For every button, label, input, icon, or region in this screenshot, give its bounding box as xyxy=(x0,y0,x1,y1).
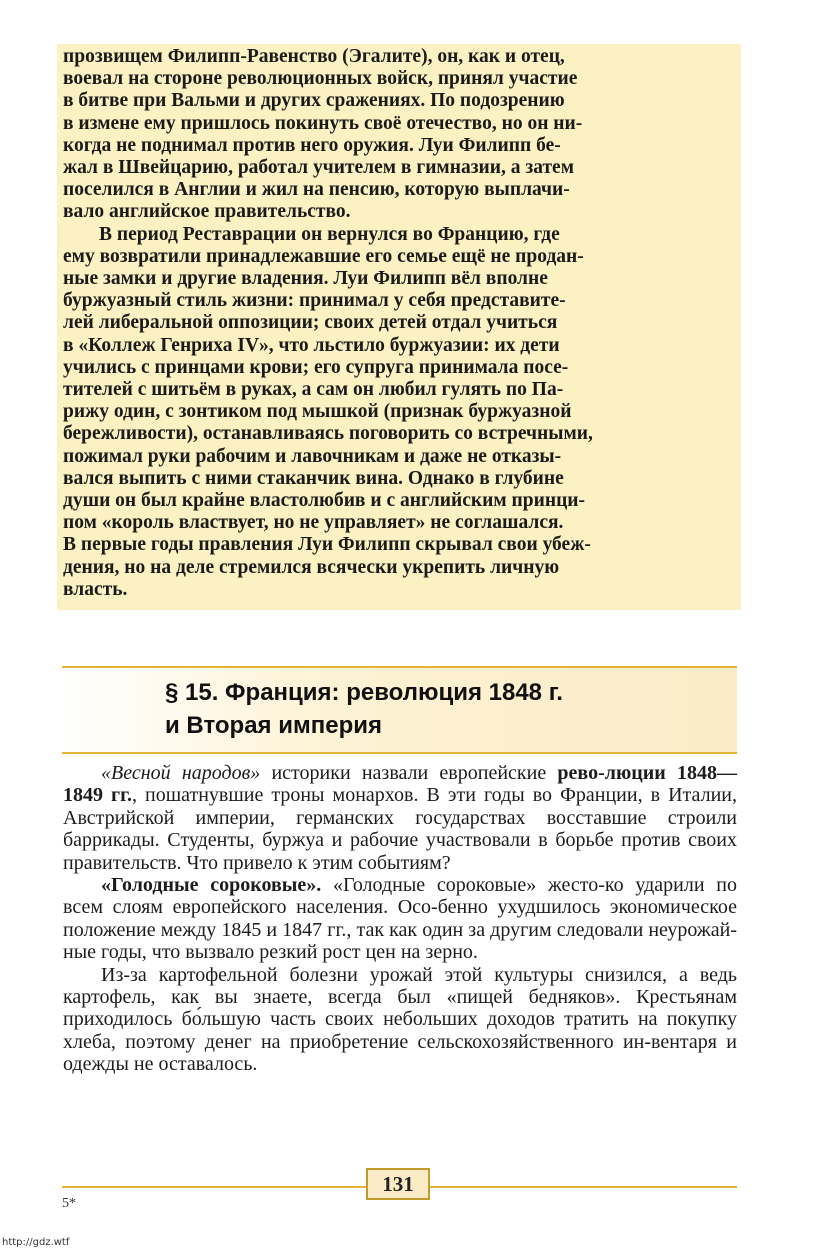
box-line: воевал на стороне революционных войск, принял участие xyxy=(63,68,578,90)
box-line: жал в Швейцарию, работал учителем в гимназии, а затем xyxy=(63,157,574,179)
footer-rule-right xyxy=(430,1186,737,1188)
body-paragraph-1-text-a: историки назвали европейские xyxy=(260,762,558,784)
body-paragraph-2 xyxy=(63,874,737,964)
revolutions-term: рево-люции 1848—1849 гг. xyxy=(63,762,737,807)
box-line: ему возвратили принадлежавшие его семье ещё не продан- xyxy=(63,245,584,267)
body-paragraph-1-text-b: , пошатнувшие троны монархов. В эти годы во Франции, в Италии, Австрийской империи, германских государствах восставшие строили баррикады. Студенты, буржуа и рабочие участвовали в борьбе против своих правительств. Что привело к этим событиям? xyxy=(63,784,737,874)
box-paragraph-1 xyxy=(63,46,737,224)
box-line: пом «король властвует, но не управляет» не соглашался. xyxy=(63,512,564,534)
box-line: буржуазный стиль жизни: принимал у себя представите- xyxy=(63,290,566,312)
box-text xyxy=(63,46,737,601)
box-line: вался выпить с ними стаканчик вина. Однако в глубине xyxy=(63,467,564,489)
page-number: 131 xyxy=(366,1168,430,1200)
heading-line-2: и Вторая империя xyxy=(165,712,382,739)
box-line: дения, но на деле стремился всячески укрепить личную xyxy=(63,556,560,578)
watermark: http://gdz.wtf xyxy=(0,1234,72,1251)
section-heading xyxy=(165,676,725,742)
heading-bottom-rule xyxy=(62,752,737,754)
box-line: в битве при Вальми и других сражениях. По подозрению xyxy=(63,90,565,112)
hungry-forties-subheading: «Голодные сороковые». xyxy=(101,874,322,897)
box-line: лей либеральной оппозиции; своих детей отдал учиться xyxy=(63,312,558,334)
spring-of-nations-term: «Весной народов» xyxy=(101,762,261,784)
section-body xyxy=(63,762,737,1076)
box-line: ные замки и другие владения. Луи Филипп вёл вполне xyxy=(63,268,548,290)
heading-line-1: § 15. Франция: революция 1848 г. xyxy=(165,679,563,706)
box-line: В первые годы правления Луи Филипп скрывал свои убеж- xyxy=(63,534,591,556)
body-paragraph-3: Из-за картофельной болезни урожай этой культуры снизился, а ведь картофель, как вы знаете, всегда был «пищей бедняков». Крестьянам приходилось бо́льшую часть своих небольших доходов тратить на покупку хлеба, поэтому денег на приобретение сельскохозяйственного ин-вентаря и одежды не оставалось. xyxy=(63,963,737,1076)
signature-mark: 5* xyxy=(62,1196,76,1211)
box-line: власть. xyxy=(63,578,128,600)
box-line: души он был крайне властолюбив и с английским принци- xyxy=(63,490,586,512)
box-line: прозвищем Филипп-Равенство (Эгалите), он, как и отец, xyxy=(63,46,565,67)
box-line: в измене ему пришлось покинуть своё отечество, но он ни- xyxy=(63,112,583,134)
box-line: бережливости), останавливаясь поговорить со встречными, xyxy=(63,423,593,445)
box-line: поселился в Англии и жил на пенсию, которую выплачи- xyxy=(63,179,570,201)
box-line: тителей с шитьём в руках, а сам он любил гулять по Па- xyxy=(63,379,564,401)
box-line: когда не поднимал против него оружия. Луи Филипп бе- xyxy=(63,134,561,156)
box-line: учились с принцами крови; его супруга принимала посе- xyxy=(63,356,569,378)
box-line: рижу один, с зонтиком под мышкой (признак буржуазной xyxy=(63,401,572,423)
footer-rule-left xyxy=(62,1186,366,1188)
body-paragraph-2-text: «Голодные сороковые» жесто-ко ударили по всем слоям европейского населения. Осо-бенно ухудшилось экономическое положение между 1845 и 1847 гг., так как один за другим следовали неурожай-ные годы, что вызвало резкий рост цен на зерно. xyxy=(63,874,737,964)
box-line: в «Коллеж Генриха IV», что льстило буржуазии: их дети xyxy=(63,334,560,356)
box-line: пожимал руки рабочим и лавочникам и даже не отказы- xyxy=(63,445,562,467)
box-line: В период Реставрации он вернулся во Францию, где xyxy=(99,223,560,245)
box-paragraph-2 xyxy=(63,224,737,601)
body-paragraph-1 xyxy=(63,762,737,874)
box-line: вало английское правительство. xyxy=(63,201,351,223)
